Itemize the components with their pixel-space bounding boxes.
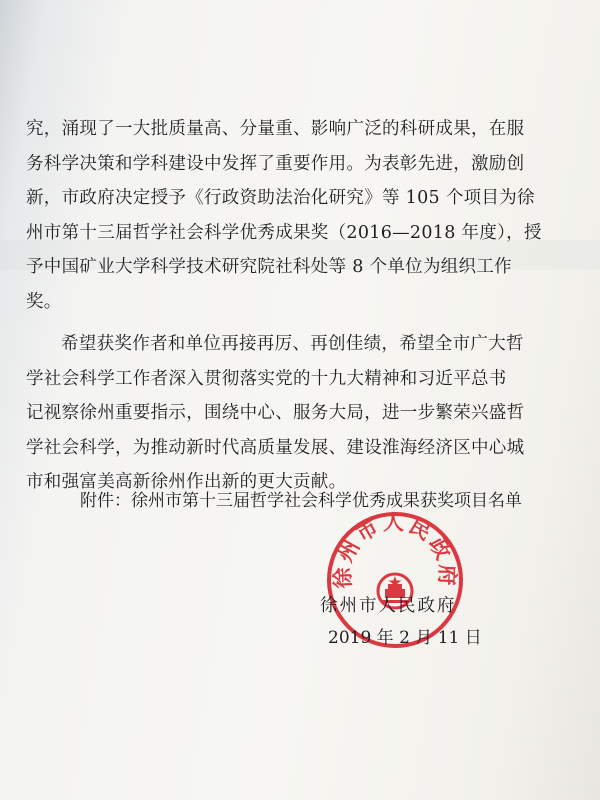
paragraph1-line: 究，涌现了一大批质量高、分量重、影响广泛的科研成果，在服 xyxy=(26,119,525,139)
paragraph1-line: 新，市政府决定授予《行政资助法治化研究》等 105 个项目为徐 xyxy=(26,188,535,208)
paragraph2-line: 市和强富美高新徐州作出新的更大贡献。 xyxy=(26,472,347,492)
issuer-name: 徐州市人民政府 xyxy=(320,596,457,616)
seal-text-path: 徐州市人民政府 xyxy=(330,510,460,589)
paragraph1-line: 予中国矿业大学科学技术研究院社科处等 8 个单位为组织工作 xyxy=(26,257,512,277)
paragraph2-line: 学社会科学工作者深入贯彻落实党的十九大精神和习近平总书 xyxy=(26,368,507,389)
paragraph1-line: 奖。 xyxy=(26,291,62,312)
paragraph-gap xyxy=(26,319,496,327)
attachment-note: 附件：徐州市第十三届哲学社会科学优秀成果获奖项目名单 xyxy=(80,491,522,511)
paragraph2-line: 希望获奖作者和单位再接再厉、再创佳绩，希望全市广大哲 xyxy=(61,334,524,354)
issue-date: 2019 年 2 月 11 日 xyxy=(328,628,482,648)
document-body xyxy=(26,112,542,500)
paragraph2-line: 记视察徐州重要指示，围绕中心、服务大局，进一步繁荣兴盛哲 xyxy=(26,403,525,423)
paragraph2-line: 学社会科学，为推动新时代高质量发展、建设淮海经济区中心城 xyxy=(26,437,525,458)
paragraph1-line: 务科学决策和学科建设中发挥了重要作用。为表彰先进，激励创 xyxy=(26,153,525,174)
paragraph1-line: 州市第十三届哲学社会科学优秀成果奖（2016—2018 年度），授 xyxy=(26,222,542,243)
